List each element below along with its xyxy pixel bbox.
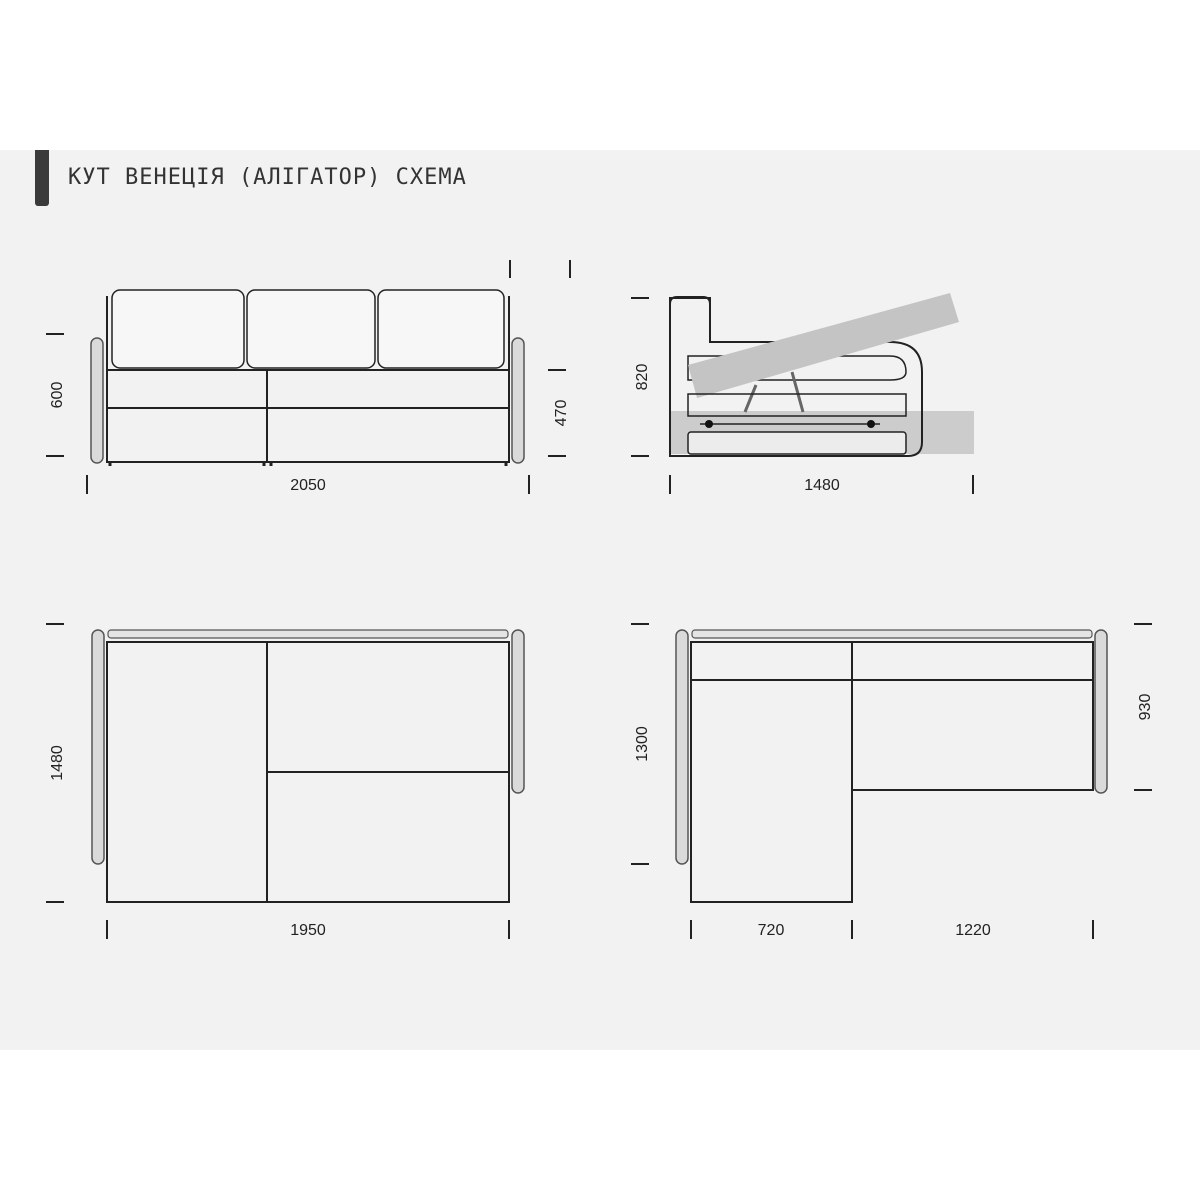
front-back-cushion (112, 290, 244, 368)
front-width-label: 2050 (290, 477, 326, 494)
top-corner-right-armrest (1095, 630, 1107, 793)
top-sofa-back-rail (108, 630, 508, 638)
top-corner-short-width-label: 720 (757, 922, 785, 939)
top-sofa-right-armrest (512, 630, 524, 793)
side-height-label: 820 (634, 363, 651, 391)
front-seat-block (107, 370, 509, 462)
side-lift-arm (792, 372, 803, 412)
side-drawer (688, 432, 906, 454)
front-height-label: 600 (49, 381, 66, 409)
front-view (91, 290, 524, 466)
side-view (670, 293, 974, 456)
top-sofa-depth-label: 1480 (49, 745, 66, 781)
top-corner-dimension-marks (631, 624, 1152, 939)
top-sofa-dimension-marks (46, 624, 509, 939)
side-wheel (867, 420, 875, 428)
top-corner-left-armrest (676, 630, 688, 864)
top-sofa-width-label: 1950 (290, 922, 326, 939)
top-corner-depth-label: 1300 (634, 726, 651, 762)
front-back-cushion (247, 290, 375, 368)
front-left-armrest (91, 338, 103, 463)
top-corner-back-rail (692, 630, 1092, 638)
top-corner-short-depth-label: 930 (1137, 693, 1154, 721)
page-title: КУТ ВЕНЕЦІЯ (АЛІГАТОР) СХЕМА (68, 165, 467, 190)
front-back-cushion (378, 290, 504, 368)
front-seat-height-label: 470 (553, 399, 570, 427)
top-corner-long-width-label: 1220 (955, 922, 991, 939)
top-corner-view (676, 630, 1107, 902)
top-sofa-left-armrest (92, 630, 104, 864)
side-lift-arm (745, 385, 756, 412)
side-raised-seat (688, 293, 959, 398)
front-right-armrest (512, 338, 524, 463)
top-sofa-view (92, 630, 524, 902)
side-wheel (705, 420, 713, 428)
side-depth-label: 1480 (804, 477, 840, 494)
